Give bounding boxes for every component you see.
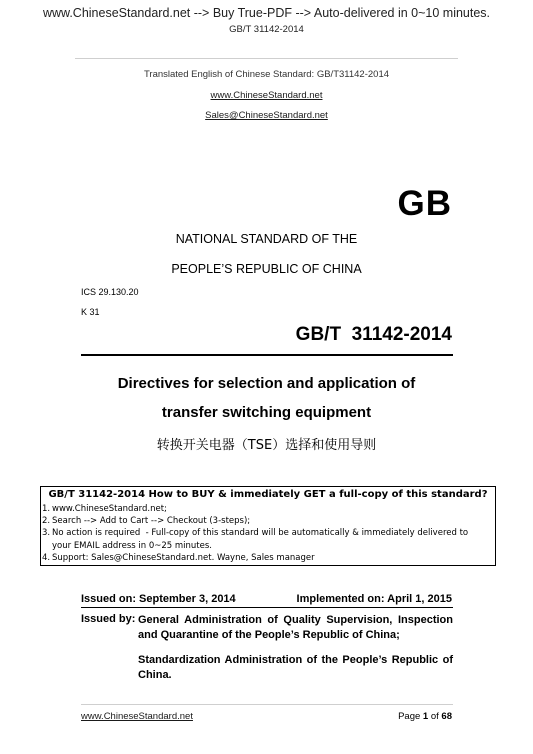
ics-code: ICS 29.130.20 xyxy=(81,287,139,297)
step-number: 2. xyxy=(42,516,51,527)
buy-step xyxy=(41,515,495,527)
buy-heading: GB/T 31142-2014 How to BUY & immediately GET a full-copy of this standard? xyxy=(48,489,488,500)
step-text: Search --> Add to Cart --> Checkout (3-steps); xyxy=(52,516,251,527)
buy-instructions-box xyxy=(40,486,496,566)
header-standard-code: GB/T 31142-2014 xyxy=(229,24,304,35)
step-text: No action is required - Full-copy of this standard will be automatically & immediately delivered to xyxy=(52,528,469,539)
implemented-on-date: Implemented on: April 1, 2015 xyxy=(296,593,452,605)
republic-line: PEOPLE’S REPUBLIC OF CHINA xyxy=(171,262,362,276)
step-number: 3. xyxy=(42,528,51,539)
page-indicator xyxy=(398,711,452,722)
issuer-primary: General Administration of Quality Supervision, Inspection and Quarantine of the People’s Republic of China; xyxy=(138,614,453,641)
buy-step xyxy=(41,527,495,551)
footer-site-wrapper xyxy=(81,711,193,722)
page-prefix: Page xyxy=(398,711,423,722)
issue-divider xyxy=(81,607,453,608)
page-of: of xyxy=(428,711,442,722)
national-standard-line: NATIONAL STANDARD OF THE xyxy=(175,232,358,246)
footer-site-link[interactable]: www.ChineseStandard.net xyxy=(81,711,193,722)
top-banner: www.ChineseStandard.net --> Buy True-PDF --> Auto-delivered in 0~10 minutes. xyxy=(42,6,491,20)
header-divider xyxy=(75,58,458,59)
step-number: 4. xyxy=(42,552,51,563)
issuer-secondary: Standardization Administration of the People’s Republic of China. xyxy=(138,654,453,681)
site-link[interactable]: www.ChineseStandard.net xyxy=(210,90,323,101)
page-current: 1 xyxy=(422,711,429,722)
standard-number: GB/T 31142-2014 xyxy=(295,324,452,345)
page-total: 68 xyxy=(441,711,452,722)
document-title-line-1: Directives for selection and application of xyxy=(117,375,416,392)
title-divider xyxy=(81,354,453,356)
footer-divider xyxy=(81,704,453,705)
sales-email-link[interactable]: Sales@ChineseStandard.net xyxy=(205,110,328,121)
step-text-continued: your EMAIL address in 0~25 minutes. xyxy=(52,540,212,551)
document-title-line-2: transfer switching equipment xyxy=(161,404,372,421)
buy-step xyxy=(41,503,495,515)
buy-steps-list xyxy=(41,503,495,564)
site-link-wrapper xyxy=(0,90,533,101)
k-code: K 31 xyxy=(81,307,100,317)
step-number: 1. xyxy=(42,504,51,514)
step-text: Support: Sales@ChineseStandard.net. Wayne, Sales manager xyxy=(52,552,315,563)
step-text[interactable]: www.ChineseStandard.net; xyxy=(52,504,167,514)
buy-step xyxy=(41,552,495,564)
gb-logo: GB xyxy=(397,184,452,223)
translated-line: Translated English of Chinese Standard: GB/T31142-2014 xyxy=(143,69,390,80)
issued-on-date: Issued on: September 3, 2014 xyxy=(81,593,236,605)
issued-by-label: Issued by: xyxy=(81,613,136,625)
document-title-chinese: 转换开关电器（TSE）选择和使用导则 xyxy=(156,438,377,453)
issuer-block xyxy=(138,613,453,693)
sales-email-wrapper xyxy=(0,110,533,121)
